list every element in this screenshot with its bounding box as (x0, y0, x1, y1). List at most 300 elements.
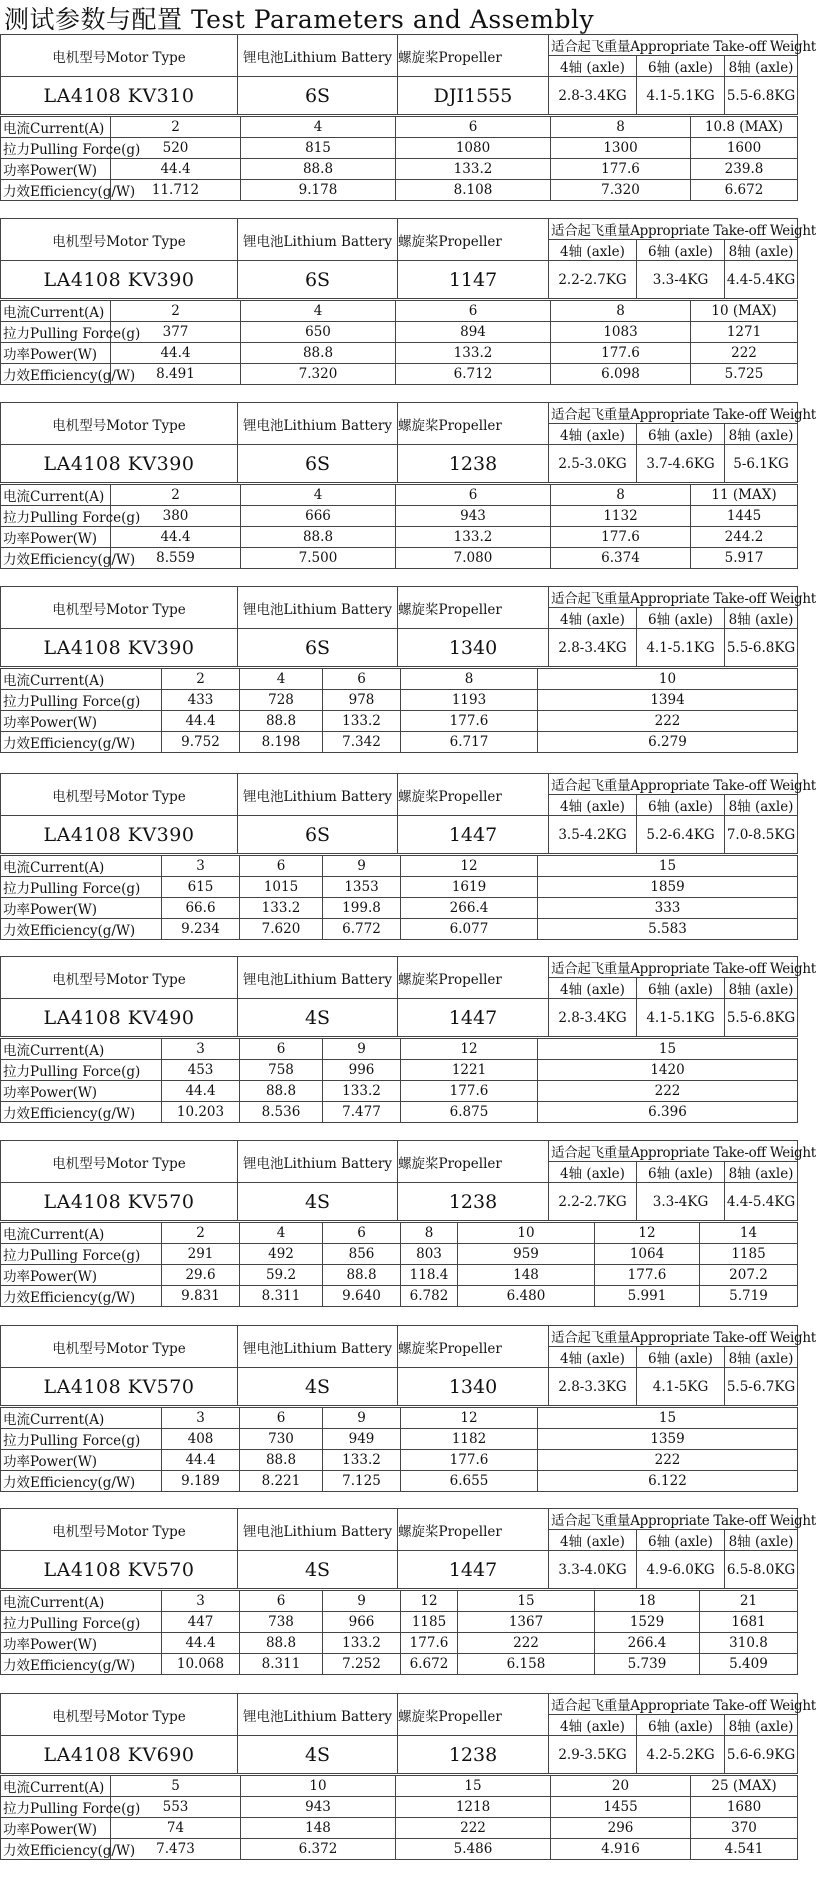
efficiency-row (1, 1102, 798, 1123)
motor-header-table (0, 956, 816, 1037)
axle8-label: 8轴 (axle) (725, 1347, 798, 1368)
data-cell: 4.541 (691, 1839, 798, 1860)
axle4-weight: 2.8-3.3KG (549, 1368, 637, 1406)
data-cell: 6.374 (551, 548, 691, 569)
data-cell: 5.725 (691, 364, 798, 385)
data-cell: 1185 (700, 1244, 798, 1265)
battery-value: 6S (238, 261, 398, 299)
data-cell: 21 (700, 1591, 798, 1612)
battery-label: 锂电池Lithium Battery (238, 1141, 398, 1183)
efficiency-row (1, 1654, 798, 1675)
battery-value: 4S (238, 1551, 398, 1589)
data-cell: 239.8 (691, 159, 798, 180)
row-label: 拉力Pulling Force(g) (1, 1060, 162, 1081)
data-cell: 66.6 (162, 898, 240, 919)
axle8-weight: 4.4-5.4KG (725, 1183, 798, 1221)
data-cell: 222 (458, 1633, 595, 1654)
data-cell: 8.108 (396, 180, 551, 201)
motor-model: LA4108 KV570 (1, 1551, 238, 1589)
axle4-weight: 3.5-4.2KG (549, 816, 637, 854)
takeoff-weight-label: 适合起飞重量Appropriate Take-off Weight (549, 1141, 798, 1162)
pulling-force-row (1, 138, 798, 159)
performance-table (0, 484, 798, 569)
data-cell: 44.4 (162, 1081, 240, 1102)
data-cell: 9 (323, 1591, 401, 1612)
data-cell: 20 (551, 1776, 691, 1797)
power-row (1, 1450, 798, 1471)
row-label: 电流Current(A) (1, 669, 162, 690)
pulling-force-row (1, 1060, 798, 1081)
propeller-value: 1340 (398, 629, 549, 667)
data-cell: 5.583 (538, 919, 798, 940)
row-label: 电流Current(A) (1, 1039, 162, 1060)
data-cell: 88.8 (240, 1450, 323, 1471)
pulling-force-row (1, 322, 798, 343)
data-cell: 310.8 (700, 1633, 798, 1654)
axle8-label: 8轴 (axle) (725, 240, 798, 261)
axle4-weight: 2.5-3.0KG (549, 445, 637, 483)
axle4-label: 4轴 (axle) (549, 1162, 637, 1183)
data-cell: 8.311 (240, 1286, 323, 1307)
data-cell: 133.2 (323, 1633, 401, 1654)
data-cell: 6.782 (401, 1286, 458, 1307)
row-label: 功率Power(W) (1, 711, 162, 732)
data-cell: 25 (MAX) (691, 1776, 798, 1797)
motor-type-label: 电机型号Motor Type (1, 219, 238, 261)
data-cell: 5.486 (396, 1839, 551, 1860)
motor-model: LA4108 KV310 (1, 77, 238, 115)
data-cell: 7.252 (323, 1654, 401, 1675)
data-cell: 728 (240, 690, 323, 711)
data-cell: 244.2 (691, 527, 798, 548)
axle6-label: 6轴 (axle) (637, 608, 725, 629)
row-label: 力效Efficiency(g/W) (1, 732, 162, 753)
data-cell: 88.8 (240, 1633, 323, 1654)
pulling-force-row (1, 690, 798, 711)
data-cell: 6.672 (401, 1654, 458, 1675)
motor-model: LA4108 KV390 (1, 261, 238, 299)
data-cell: 133.2 (396, 159, 551, 180)
data-cell: 2 (162, 669, 240, 690)
data-cell: 222 (396, 1818, 551, 1839)
page-title: 测试参数与配置 Test Parameters and Assembly (4, 5, 595, 34)
data-cell: 10 (MAX) (691, 301, 798, 322)
axle8-weight: 6.5-8.0KG (725, 1551, 798, 1589)
efficiency-row (1, 1471, 798, 1492)
propeller-label: 螺旋桨Propeller (398, 587, 549, 629)
axle8-label: 8轴 (axle) (725, 1715, 798, 1736)
axle6-weight: 4.1-5.1KG (637, 77, 725, 115)
data-cell: 815 (241, 138, 396, 159)
axle6-weight: 3.3-4KG (637, 1183, 725, 1221)
row-label: 力效Efficiency(g/W) (1, 1286, 162, 1307)
data-cell: 7.500 (241, 548, 396, 569)
data-cell: 2 (111, 117, 241, 138)
axle6-weight: 4.1-5KG (637, 1368, 725, 1406)
row-label: 电流Current(A) (1, 1776, 111, 1797)
data-cell: 133.2 (396, 527, 551, 548)
pulling-force-row (1, 1797, 798, 1818)
axle8-weight: 5-6.1KG (725, 445, 798, 483)
motor-header-table (0, 1508, 816, 1589)
performance-table (0, 668, 798, 753)
data-cell: 943 (241, 1797, 396, 1818)
data-cell: 2 (111, 485, 241, 506)
data-cell: 7.620 (240, 919, 323, 940)
current-row (1, 117, 798, 138)
data-cell: 6 (396, 117, 551, 138)
takeoff-weight-label: 适合起飞重量Appropriate Take-off Weight (549, 35, 798, 56)
data-cell: 8 (551, 117, 691, 138)
battery-value: 4S (238, 1736, 398, 1774)
performance-table (0, 1775, 798, 1860)
axle6-weight: 4.9-6.0KG (637, 1551, 725, 1589)
data-cell: 6.077 (401, 919, 538, 940)
power-row (1, 898, 798, 919)
axle8-label: 8轴 (axle) (725, 608, 798, 629)
data-cell: 177.6 (551, 527, 691, 548)
takeoff-weight-label: 适合起飞重量Appropriate Take-off Weight (549, 957, 798, 978)
axle8-label: 8轴 (axle) (725, 56, 798, 77)
propeller-label: 螺旋桨Propeller (398, 774, 549, 816)
row-label: 电流Current(A) (1, 485, 111, 506)
data-cell: 12 (595, 1223, 700, 1244)
data-cell: 943 (396, 506, 551, 527)
row-label: 功率Power(W) (1, 1450, 162, 1471)
performance-table (0, 1222, 798, 1307)
takeoff-weight-label: 适合起飞重量Appropriate Take-off Weight (549, 1694, 798, 1715)
data-cell: 1445 (691, 506, 798, 527)
data-cell: 4 (240, 669, 323, 690)
performance-table (0, 300, 798, 385)
data-cell: 1185 (401, 1612, 458, 1633)
power-row (1, 711, 798, 732)
data-cell: 8 (551, 485, 691, 506)
battery-label: 锂电池Lithium Battery (238, 403, 398, 445)
axle6-label: 6轴 (axle) (637, 56, 725, 77)
data-cell: 3 (162, 856, 240, 877)
row-label: 力效Efficiency(g/W) (1, 180, 111, 201)
row-label: 力效Efficiency(g/W) (1, 364, 111, 385)
data-cell: 1619 (401, 877, 538, 898)
row-label: 功率Power(W) (1, 1265, 162, 1286)
data-cell: 856 (323, 1244, 401, 1265)
data-cell: 88.8 (241, 527, 396, 548)
data-cell: 6 (240, 1408, 323, 1429)
performance-table (0, 1038, 798, 1123)
axle4-label: 4轴 (axle) (549, 240, 637, 261)
data-cell: 1271 (691, 322, 798, 343)
battery-value: 6S (238, 77, 398, 115)
data-cell: 118.4 (401, 1265, 458, 1286)
data-cell: 12 (401, 1039, 538, 1060)
propeller-value: 1447 (398, 816, 549, 854)
efficiency-row (1, 1286, 798, 1307)
row-label: 功率Power(W) (1, 343, 111, 364)
data-cell: 133.2 (323, 1081, 401, 1102)
efficiency-row (1, 180, 798, 201)
battery-value: 4S (238, 1183, 398, 1221)
power-row (1, 527, 798, 548)
axle8-weight: 4.4-5.4KG (725, 261, 798, 299)
data-cell: 1420 (538, 1060, 798, 1081)
data-cell: 15 (396, 1776, 551, 1797)
data-cell: 1359 (538, 1429, 798, 1450)
data-cell: 6.717 (401, 732, 538, 753)
battery-label: 锂电池Lithium Battery (238, 774, 398, 816)
row-label: 力效Efficiency(g/W) (1, 1839, 111, 1860)
row-label: 拉力Pulling Force(g) (1, 1244, 162, 1265)
data-cell: 1064 (595, 1244, 700, 1265)
data-cell: 15 (458, 1591, 595, 1612)
data-cell: 11.712 (111, 180, 241, 201)
axle4-weight: 2.8-3.4KG (549, 77, 637, 115)
row-label: 功率Power(W) (1, 898, 162, 919)
data-cell: 1132 (551, 506, 691, 527)
data-cell: 12 (401, 1408, 538, 1429)
data-cell: 8 (551, 301, 691, 322)
data-cell: 3 (162, 1039, 240, 1060)
axle4-label: 4轴 (axle) (549, 978, 637, 999)
data-cell: 1394 (538, 690, 798, 711)
data-cell: 333 (538, 898, 798, 919)
propeller-label: 螺旋桨Propeller (398, 219, 549, 261)
data-cell: 1859 (538, 877, 798, 898)
axle8-weight: 5.5-6.8KG (725, 629, 798, 667)
data-cell: 758 (240, 1060, 323, 1081)
axle8-weight: 5.5-6.8KG (725, 999, 798, 1037)
data-cell: 8.491 (111, 364, 241, 385)
battery-value: 4S (238, 1368, 398, 1406)
data-cell: 4.916 (551, 1839, 691, 1860)
row-label: 拉力Pulling Force(g) (1, 1612, 162, 1633)
data-cell: 730 (240, 1429, 323, 1450)
data-cell: 553 (111, 1797, 241, 1818)
data-cell: 6.672 (691, 180, 798, 201)
row-label: 电流Current(A) (1, 1223, 162, 1244)
data-cell: 6 (323, 1223, 401, 1244)
propeller-value: 1238 (398, 1736, 549, 1774)
data-cell: 6.122 (538, 1471, 798, 1492)
data-cell: 10 (241, 1776, 396, 1797)
axle4-label: 4轴 (axle) (549, 1347, 637, 1368)
data-cell: 9 (323, 1408, 401, 1429)
power-row (1, 1081, 798, 1102)
battery-value: 6S (238, 629, 398, 667)
data-cell: 1182 (401, 1429, 538, 1450)
data-cell: 447 (162, 1612, 240, 1633)
axle6-label: 6轴 (axle) (637, 795, 725, 816)
data-cell: 9.831 (162, 1286, 240, 1307)
axle6-label: 6轴 (axle) (637, 424, 725, 445)
data-cell: 8.198 (240, 732, 323, 753)
data-cell: 1600 (691, 138, 798, 159)
axle4-weight: 2.8-3.4KG (549, 629, 637, 667)
data-cell: 1680 (691, 1797, 798, 1818)
row-label: 拉力Pulling Force(g) (1, 1429, 162, 1450)
propeller-label: 螺旋桨Propeller (398, 1141, 549, 1183)
pulling-force-row (1, 506, 798, 527)
data-cell: 88.8 (240, 711, 323, 732)
row-label: 拉力Pulling Force(g) (1, 138, 111, 159)
data-cell: 222 (691, 343, 798, 364)
motor-type-label: 电机型号Motor Type (1, 1694, 238, 1736)
battery-value: 6S (238, 816, 398, 854)
data-cell: 11 (MAX) (691, 485, 798, 506)
data-cell: 2 (162, 1223, 240, 1244)
data-cell: 6 (323, 669, 401, 690)
motor-type-label: 电机型号Motor Type (1, 774, 238, 816)
data-cell: 1353 (323, 877, 401, 898)
data-cell: 1367 (458, 1612, 595, 1633)
current-row (1, 856, 798, 877)
data-cell: 9.752 (162, 732, 240, 753)
axle8-weight: 5.5-6.8KG (725, 77, 798, 115)
propeller-value: 1238 (398, 445, 549, 483)
row-label: 力效Efficiency(g/W) (1, 548, 111, 569)
propeller-label: 螺旋桨Propeller (398, 403, 549, 445)
battery-label: 锂电池Lithium Battery (238, 1509, 398, 1551)
axle4-label: 4轴 (axle) (549, 608, 637, 629)
data-cell: 6.480 (458, 1286, 595, 1307)
data-cell: 9.178 (241, 180, 396, 201)
data-cell: 44.4 (162, 711, 240, 732)
motor-model: LA4108 KV490 (1, 999, 238, 1037)
axle6-weight: 4.1-5.1KG (637, 629, 725, 667)
data-cell: 177.6 (551, 343, 691, 364)
data-cell: 803 (401, 1244, 458, 1265)
axle4-label: 4轴 (axle) (549, 1715, 637, 1736)
propeller-label: 螺旋桨Propeller (398, 957, 549, 999)
row-label: 电流Current(A) (1, 301, 111, 322)
data-cell: 6.655 (401, 1471, 538, 1492)
data-cell: 222 (538, 1450, 798, 1471)
data-cell: 5.991 (595, 1286, 700, 1307)
efficiency-row (1, 919, 798, 940)
data-cell: 8.221 (240, 1471, 323, 1492)
data-cell: 222 (538, 1081, 798, 1102)
data-cell: 7.125 (323, 1471, 401, 1492)
data-cell: 177.6 (401, 1633, 458, 1654)
data-cell: 1193 (401, 690, 538, 711)
row-label: 电流Current(A) (1, 856, 162, 877)
motor-model: LA4108 KV390 (1, 445, 238, 483)
battery-label: 锂电池Lithium Battery (238, 1694, 398, 1736)
data-cell: 5.409 (700, 1654, 798, 1675)
axle6-label: 6轴 (axle) (637, 1715, 725, 1736)
data-cell: 408 (162, 1429, 240, 1450)
propeller-label: 螺旋桨Propeller (398, 1694, 549, 1736)
axle6-weight: 4.2-5.2KG (637, 1736, 725, 1774)
current-row (1, 1039, 798, 1060)
data-cell: 15 (538, 1039, 798, 1060)
power-row (1, 159, 798, 180)
axle4-weight: 2.8-3.4KG (549, 999, 637, 1037)
takeoff-weight-label: 适合起飞重量Appropriate Take-off Weight (549, 1509, 798, 1530)
data-cell: 3 (162, 1591, 240, 1612)
performance-table (0, 855, 798, 940)
propeller-label: 螺旋桨Propeller (398, 1509, 549, 1551)
data-cell: 6 (240, 1039, 323, 1060)
pulling-force-row (1, 1429, 798, 1450)
row-label: 电流Current(A) (1, 1591, 162, 1612)
takeoff-weight-label: 适合起飞重量Appropriate Take-off Weight (549, 587, 798, 608)
data-cell: 7.320 (241, 364, 396, 385)
data-cell: 8 (401, 669, 538, 690)
data-cell: 1529 (595, 1612, 700, 1633)
row-label: 拉力Pulling Force(g) (1, 322, 111, 343)
row-label: 力效Efficiency(g/W) (1, 1471, 162, 1492)
axle8-weight: 5.6-6.9KG (725, 1736, 798, 1774)
data-cell: 12 (401, 856, 538, 877)
data-cell: 59.2 (240, 1265, 323, 1286)
axle4-label: 4轴 (axle) (549, 795, 637, 816)
data-cell: 433 (162, 690, 240, 711)
axle4-weight: 2.2-2.7KG (549, 1183, 637, 1221)
propeller-value: 1147 (398, 261, 549, 299)
data-cell: 2 (111, 301, 241, 322)
axle8-label: 8轴 (axle) (725, 1162, 798, 1183)
current-row (1, 1776, 798, 1797)
data-cell: 6 (396, 485, 551, 506)
data-cell: 10.203 (162, 1102, 240, 1123)
motor-header-table (0, 1140, 816, 1221)
data-cell: 9.234 (162, 919, 240, 940)
row-label: 力效Efficiency(g/W) (1, 1102, 162, 1123)
data-cell: 1300 (551, 138, 691, 159)
data-cell: 6 (240, 856, 323, 877)
data-cell: 14 (700, 1223, 798, 1244)
data-cell: 380 (111, 506, 241, 527)
axle8-label: 8轴 (axle) (725, 1530, 798, 1551)
data-cell: 9.189 (162, 1471, 240, 1492)
data-cell: 7.080 (396, 548, 551, 569)
efficiency-row (1, 548, 798, 569)
row-label: 功率Power(W) (1, 527, 111, 548)
data-cell: 615 (162, 877, 240, 898)
row-label: 电流Current(A) (1, 1408, 162, 1429)
power-row (1, 1633, 798, 1654)
battery-value: 6S (238, 445, 398, 483)
motor-model: LA4108 KV570 (1, 1183, 238, 1221)
efficiency-row (1, 364, 798, 385)
data-cell: 949 (323, 1429, 401, 1450)
axle4-weight: 2.2-2.7KG (549, 261, 637, 299)
data-cell: 177.6 (401, 1081, 538, 1102)
row-label: 电流Current(A) (1, 117, 111, 138)
data-cell: 738 (240, 1612, 323, 1633)
data-cell: 7.342 (323, 732, 401, 753)
motor-model: LA4108 KV570 (1, 1368, 238, 1406)
data-cell: 3 (162, 1408, 240, 1429)
current-row (1, 1408, 798, 1429)
motor-type-label: 电机型号Motor Type (1, 1509, 238, 1551)
data-cell: 6.712 (396, 364, 551, 385)
data-cell: 1221 (401, 1060, 538, 1081)
propeller-value: 1447 (398, 999, 549, 1037)
data-cell: 18 (595, 1591, 700, 1612)
propeller-value: DJI1555 (398, 77, 549, 115)
axle6-label: 6轴 (axle) (637, 1162, 725, 1183)
data-cell: 133.2 (323, 1450, 401, 1471)
row-label: 拉力Pulling Force(g) (1, 1797, 111, 1818)
data-cell: 296 (551, 1818, 691, 1839)
data-cell: 10.068 (162, 1654, 240, 1675)
data-cell: 148 (458, 1265, 595, 1286)
axle6-label: 6轴 (axle) (637, 1530, 725, 1551)
motor-type-label: 电机型号Motor Type (1, 587, 238, 629)
axle6-label: 6轴 (axle) (637, 240, 725, 261)
